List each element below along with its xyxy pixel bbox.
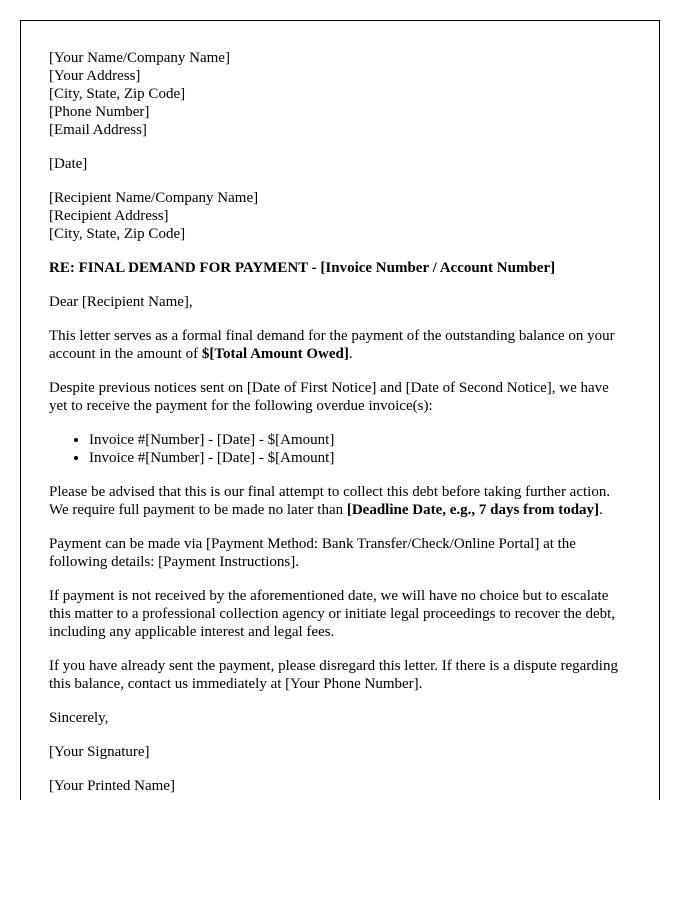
paragraph-deadline [49, 483, 629, 519]
paragraph-end: . [599, 502, 603, 518]
letter-body [49, 49, 629, 800]
letter-page [20, 20, 660, 800]
recipient-address: [Recipient Address] [49, 208, 169, 224]
signature: [Your Signature] [49, 744, 150, 760]
deadline-date: [Deadline Date, e.g., 7 days from today] [346, 502, 600, 518]
sender-block [49, 49, 629, 139]
paragraph-previous-notices: Despite previous notices sent on [Date of First Notice] and [Date of Second Notice], we have yet to receive the payment for the following overdue invoice(s): [49, 380, 609, 414]
closing: Sincerely, [49, 710, 109, 726]
sender-email: [Email Address] [49, 122, 147, 138]
sender-name: [Your Name/Company Name] [49, 50, 230, 66]
paragraph-amount-owed [49, 327, 629, 363]
paragraph-text: Please be advised that this is our final attempt to collect this debt before taking further action. We require full payment to be made no later than [49, 484, 611, 518]
paragraph-end: . [348, 346, 353, 362]
sender-city: [City, State, Zip Code] [49, 86, 186, 102]
recipient-name: [Recipient Name/Company Name] [49, 190, 259, 206]
recipient-block [49, 189, 629, 243]
printed-name: [Your Printed Name] [49, 778, 175, 794]
salutation: Dear [Recipient Name], [49, 294, 193, 310]
list-item: • Invoice #[Number] - [Date] - $[Amount] [89, 431, 629, 449]
paragraph-text: This letter serves as a formal final demand for the payment of the outstanding balance on your account in the amount of [49, 328, 615, 362]
letter-date: [Date] [49, 156, 88, 172]
recipient-city: [City, State, Zip Code] [49, 226, 186, 242]
paragraph-payment-method: Payment can be made via [Payment Method: Bank Transfer/Check/Online Portal] at the following details: [Payment Instructions]. [49, 536, 576, 570]
list-item: • Invoice #[Number] - [Date] - $[Amount] [89, 449, 629, 467]
invoice-list [49, 431, 629, 467]
paragraph-escalation: If payment is not received by the aforementioned date, we will have no choice but to escalate this matter to a professional collection agency or initiate legal proceedings to recover the debt, including any applicable interest and legal fees. [49, 588, 616, 640]
amount-owed: $[Total Amount Owed] [201, 346, 349, 362]
sender-phone: [Phone Number] [49, 104, 150, 120]
paragraph-dispute: If you have already sent the payment, please disregard this letter. If there is a dispute regarding this balance, contact us immediately at [Your Phone Number]. [49, 658, 618, 692]
subject-line: RE: FINAL DEMAND FOR PAYMENT - [Invoice Number / Account Number] [49, 260, 556, 276]
sender-address: [Your Address] [49, 68, 141, 84]
